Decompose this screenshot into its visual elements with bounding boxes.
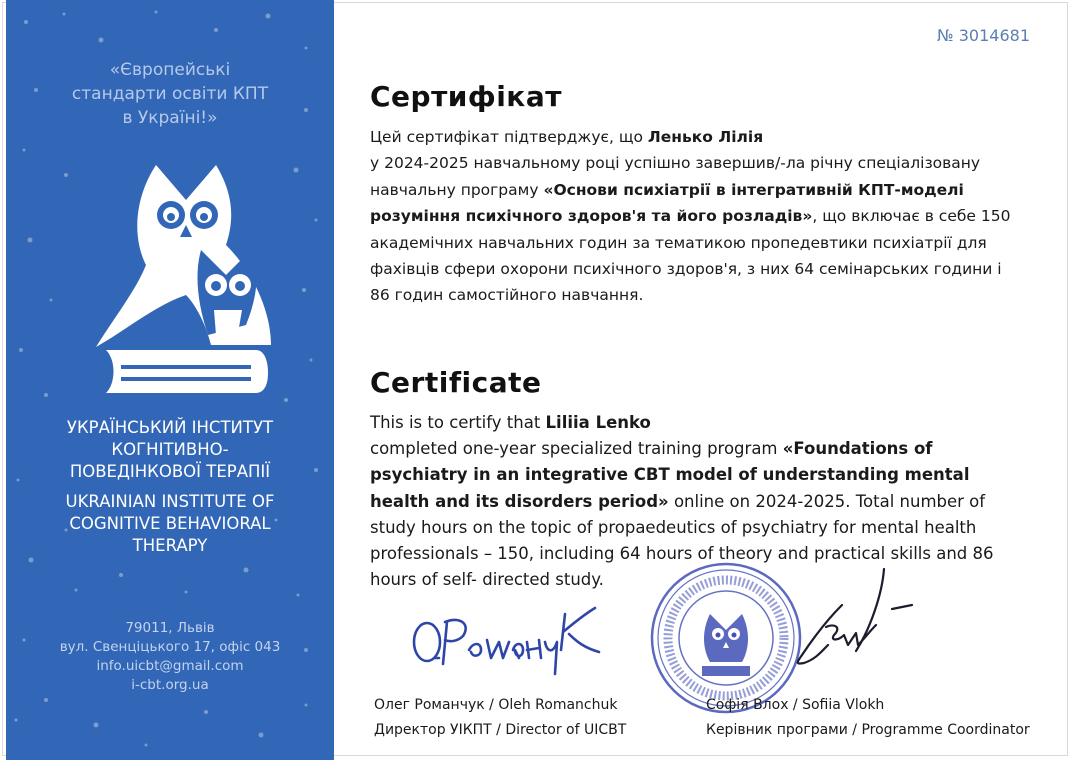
left-panel <box>6 0 334 760</box>
title-ua: Сертифікат <box>370 80 562 113</box>
certificate-number: № 3014681 <box>937 26 1030 45</box>
institute-name-ua: УКРАЇНСЬКИЙ ІНСТИТУТ КОГНІТИВНО- ПОВЕДІНКОВОЇ ТЕРАПІЇ <box>66 418 274 481</box>
coordinator-signature <box>786 565 916 675</box>
en-mid: completed one-year specialized training program <box>370 439 783 459</box>
signer-right-name: Софія Влох / Sofiia Vlokh <box>706 697 885 713</box>
program-name-en: «Foundations of psychiatry in an integrative CBT model of understanding mental health and its disorders period» <box>370 439 970 511</box>
en-end: online on 2024-2025. Total number of study hours on the topic of propaedeutics of psychiatry for mental health professionals – 150, including 64 hours of theory and practical skills and 86 hours of self- directed study. <box>370 491 994 590</box>
institute-name-en: UKRAINIAN INSTITUTE OF COGNITIVE BEHAVIORAL THERAPY <box>65 492 275 555</box>
address-block <box>20 619 320 695</box>
address-city: 79011, Львів <box>125 620 215 636</box>
recipient-name-ua: Ленько Лілія <box>647 128 764 146</box>
owl-logo-icon <box>86 155 286 395</box>
en-intro: This is to certify that <box>370 413 546 432</box>
ua-mid: у 2024-2025 навчальному році успішно завершив/-ла річну спеціалізовану навчальну програму <box>370 154 981 199</box>
program-name-ua: «Основи психіатрії в інтегративній КПТ-моделі розуміння психічного здоров'я та його розладів» <box>370 180 964 226</box>
signer-left-role: Директор УІКПТ / Director of UICBT <box>374 722 627 738</box>
institute-stamp-seal <box>646 558 806 718</box>
motto-text: «Європейські стандарти освіти КПТ в Україні!» <box>71 60 269 128</box>
address-email: info.uicbt@gmail.com <box>96 658 244 674</box>
recipient-name-en: Liliia Lenko <box>545 413 651 432</box>
title-en: Certificate <box>370 366 542 399</box>
ua-intro: Цей сертифікат підтверджує, що <box>370 128 648 146</box>
director-signature <box>405 592 610 682</box>
ua-end: , що включає в себе 150 академічних навчальних годин за тематикою пропедевтики психіатрії для фахівців сфери охорони психічного здоров'я, з них 64 семінарських години і 86 годин самостійного навчання. <box>370 207 1011 305</box>
address-website: i-cbt.org.ua <box>131 677 209 693</box>
address-street: вул. Свенціцького 17, офіс 043 <box>59 639 281 655</box>
body-text-ua <box>370 124 1020 309</box>
signer-left-name: Олег Романчук / Oleh Romanchuk <box>374 697 618 713</box>
signer-right-role: Керівник програми / Programme Coordinator <box>706 722 1030 738</box>
